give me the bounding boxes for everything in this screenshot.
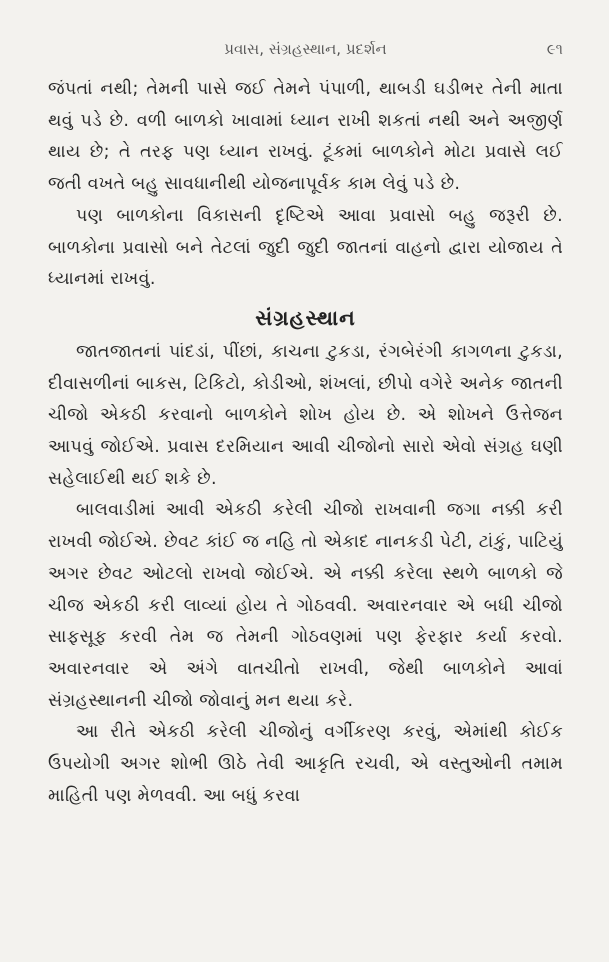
page-header	[48, 40, 563, 58]
paragraph: આ રીતે એકઠી કરેલી ચીજોનું વર્ગીકરણ કરવું, એમાંથી કોઈક ઉપયોગી અગર શોભી ઊઠે તેવી આકૃતિ રચવી, એ વસ્તુઓની તમામ માહિતી પણ મેળવવી. આ બધું કરવા	[48, 722, 563, 806]
section-heading: સંગ્રહસ્થાન	[255, 305, 356, 330]
paragraph: પણ બાળકોના વિકાસની દૃષ્ટિએ આવા પ્રવાસો બહુ જરૂરી છે. બાળકોના પ્રવાસો બને તેટલાં જુદી જુદી જાતનાં વાહનો દ્વારા યોજાય તે ધ્યાનમાં રાખવું.	[48, 205, 563, 290]
body-text	[48, 74, 563, 812]
paragraph: જંપતાં નથી; તેમની પાસે જઈ તેમને પંપાળી, થાબડી ઘડીભર તેની માતા થવું પડે છે. વળી બાળકો ખાવામાં ધ્યાન રાખી શકતાં નથી અને અજીર્ણ થાય છે; તે તરફ પણ ધ્યાન રાખવું. ટૂંકમાં બાળકોને મોટા પ્રવાસે લઈ જતી વખતે બહુ સાવધાનીથી યોજનાપૂર્વક કામ લેવું પડે છે.	[48, 79, 563, 195]
page-number: ૯૧	[546, 40, 563, 58]
running-title: પ્રવાસ, સંગ્રહસ્થાન, પ્રદર્શન	[224, 40, 387, 58]
paragraph: બાલવાડીમાં આવી એકઠી કરેલી ચીજો રાખવાની જગા નક્કી કરી રાખવી જોઈએ. છેવટ કાંઈ જ નહિ તો એકાદ નાનકડી પેટી, ટાંકું, પાટિયું અગર છેવટ ઓટલો રાખવો જોઈએ. એ નક્કી કરેલા સ્થળે બાળકો જે ચીજ એકઠી કરી લાવ્યાં હોય તે ગોઠવવી. અવારનવાર એ બધી ચીજો સાફસૂફ કરવી તેમ જ તેમની ગોઠવણમાં પણ ફેરફાર કર્યા કરવો. અવારનવાર એ અંગે વાતચીતો રાખવી, જેથી બાળકોને આવાં સંગ્રહસ્થાનની ચીજો જોવાનું મન થયા કરે.	[48, 500, 563, 711]
paragraph: જાતજાતનાં પાંદડાં, પીંછાં, કાચના ટુકડા, રંગબેરંગી કાગળના ટુકડા, દીવાસળીનાં બાકસ, ટિકિટો, કોડીઓ, શંખલાં, છીપો વગેરે અનેક જાતની ચીજો એકઠી કરવાનો બાળકોને શોખ હોય છે. એ શોખને ઉત્તેજન આપવું જોઈએ. પ્રવાસ દરમિયાન આવી ચીજોનો સારો એવો સંગ્રહ ઘણી સહેલાઈથી થઈ શકે છે.	[48, 341, 563, 489]
